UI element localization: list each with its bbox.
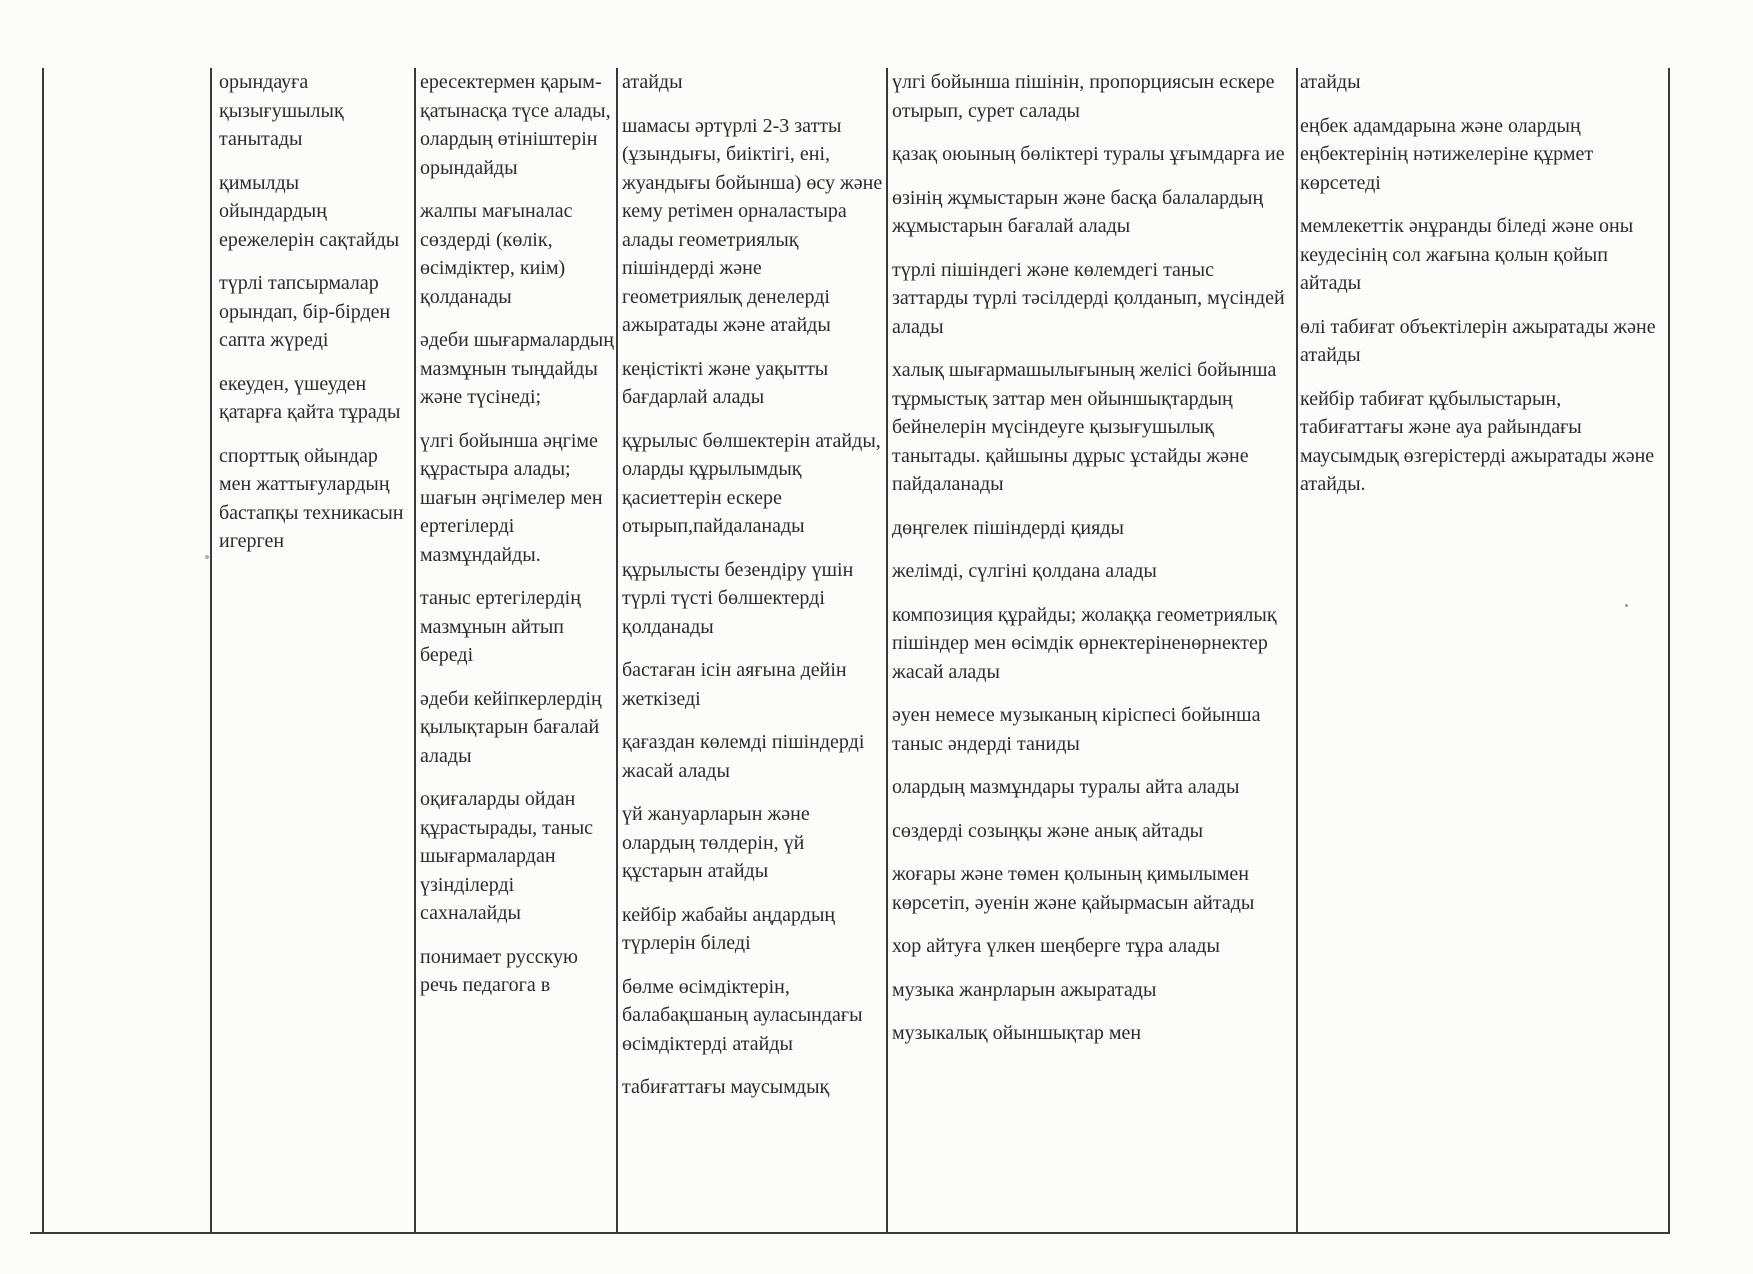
cell-text: табиғаттағы маусымдық	[622, 1076, 830, 1098]
cell-text: қазақ оюының бөліктері туралы ұғымдарға ие	[892, 143, 1285, 165]
cell-text: дөңгелек пішіндерді қияды	[892, 516, 1124, 539]
cell-text: кейбір жабайы аңдардың түрлерін біледі	[622, 903, 836, 954]
column-creativity	[892, 68, 1294, 1232]
cell-text: орындауға қызығушылық танытады	[219, 71, 344, 150]
cell-text: атайды	[622, 71, 683, 93]
column-divider-2	[414, 68, 416, 1234]
column-cognition	[622, 68, 884, 1232]
cell-text: халық шығармашылығының желісі бойынша тұрмыстық заттар мен ойыншықтардың бейнелерін мүсіндеуге қызығушылық танытады. қайшыны дұрыс ұстайды және пайдаланады	[892, 359, 1277, 495]
cell-text: өзінің жұмыстарын және басқа балалардың жұмыстарын бағалай алады	[892, 186, 1264, 237]
column-divider-5	[1296, 68, 1298, 1234]
column-communication	[420, 68, 614, 1232]
table-border-left	[42, 68, 44, 1234]
cell-text: таныс ертегілердің мазмұнын айтып береді	[420, 587, 581, 666]
cell-text: құрылысты безендіру үшін түрлі түсті бөлшектерді қолданады	[622, 558, 854, 638]
cell-text: түрлі тапсырмалар орындап, бір-бірден сапта жүреді	[219, 272, 391, 351]
cell-text: шамасы әртүрлі 2-3 затты (ұзындығы, биіктігі, ені, жуандығы бойынша) өсу және кему ретімен орналастыра алады геометриялық пішіндерді және геометриялық денелерді ажыратады және атайды	[622, 114, 883, 336]
cell-text: мемлекеттік әнұранды біледі және оны кеудесінің сол жағына қолын қойып айтады	[1300, 215, 1634, 294]
cell-text: қағаздан көлемді пішіндерді жасай алады	[622, 731, 865, 782]
cell-text: композиция құрайды; жолаққа геометриялық пішіндер мен өсімдік өрнектеріненөрнектер жасай алады	[892, 603, 1277, 683]
cell-text: жалпы мағыналас сөздерді (көлік, өсімдіктер, киім) қолданады	[420, 200, 573, 308]
cell-text: әдеби шығармалардың мазмұнын тыңдайды және түсінеді;	[420, 329, 614, 408]
cell-text: түрлі пішіндегі және көлемдегі таныс заттарды түрлі тәсілдерді қолданып, мүсіндей алады	[892, 258, 1285, 338]
cell-text: понимает русскую речь педагога в	[420, 945, 578, 996]
cell-text: бөлме өсімдіктерін, балабақшаның ауласындағы өсімдіктерді атайды	[622, 975, 863, 1055]
cell-text: олардың мазмұндары туралы айта алады	[892, 776, 1240, 798]
cell-text: өлі табиғат объектілерін ажыратады және атайды	[1300, 315, 1656, 366]
cell-text: үлгі бойынша әңгіме құрастыра алады; шағын әңгімелер мен ертегілерді мазмұндайды.	[420, 429, 603, 566]
cell-text: бастаған ісін аяғына дейін жеткізеді	[622, 659, 847, 710]
cell-text: хор айтуға үлкен шеңберге тұра алады	[892, 935, 1220, 957]
table-border-bottom	[30, 1232, 1670, 1234]
table-border-right	[1668, 68, 1670, 1234]
cell-text: екеуден, үшеуден қатарға қайта тұрады	[219, 372, 401, 423]
cell-text: кейбір табиғат құбылыстарын, табиғаттағы және ауа райындағы маусымдық өзгерістерді ажыратады және атайды.	[1300, 387, 1655, 495]
cell-text: әдеби кейіпкерлердің қылықтарын бағалай алады	[420, 687, 602, 767]
cell-text: ересектермен қарым-қатынасқа түсе алады, олардың өтініштерін орындайды	[420, 71, 611, 179]
cell-text: музыка жанрларын ажыратады	[892, 978, 1157, 1001]
scan-speck	[205, 555, 209, 559]
cell-text: жоғары және төмен қолының қимылымен көрсетіп, әуенін және қайырмасын айтады	[892, 863, 1255, 914]
cell-text: қимылды ойындардың ережелерін сақтайды	[219, 171, 400, 251]
cell-text: спорттық ойындар мен жаттығулардың бастапқы техникасын игерген	[219, 444, 404, 552]
cell-text: әуен немесе музыканың кіріспесі бойынша таныс әндерді таниды	[892, 704, 1261, 755]
cell-text: еңбек адамдарына және олардың еңбектерінің нәтижелеріне құрмет көрсетеді	[1300, 114, 1594, 194]
cell-text: кеңістікті және уақытты бағдарлай алады	[622, 357, 829, 408]
cell-text: үлгі бойынша пішінін, пропорциясын ескере отырып, сурет салады	[892, 71, 1275, 122]
column-divider-4	[886, 68, 888, 1234]
column-divider-1	[210, 68, 212, 1234]
column-social-emotional	[1300, 68, 1666, 1232]
scan-speck	[1625, 604, 1628, 607]
cell-text: атайды	[1300, 71, 1361, 93]
cell-text: оқиғаларды ойдан құрастырады, таныс шығармалардан үзінділерді сахналайды	[420, 788, 594, 924]
cell-text: құрылыс бөлшектерін атайды, оларды құрылымдық қасиеттерін ескере отырып,пайдаланады	[622, 429, 881, 537]
column-physical-development	[219, 68, 409, 1232]
cell-text: музыкалық ойыншықтар мен	[892, 1022, 1142, 1044]
cell-text: желімді, сүлгіні қолдана алады	[892, 560, 1157, 582]
cell-text: сөздерді созыңқы және анық айтады	[892, 819, 1204, 842]
cell-text: үй жануарларын және олардың төлдерін, үй құстарын атайды	[622, 803, 810, 882]
column-divider-3	[616, 68, 618, 1234]
